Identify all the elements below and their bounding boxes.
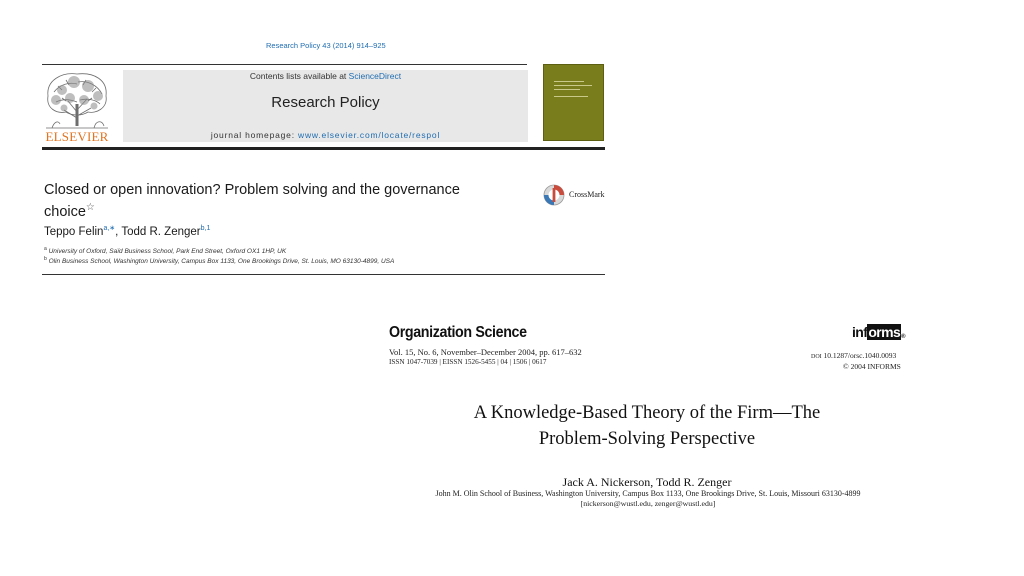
journal-title: Research Policy: [271, 94, 380, 111]
affil-text: University of Oxford, Saïd Business School, Park End Street, Oxford OX1 1HP, UK: [48, 248, 287, 256]
os-affiliation: John M. Olin School of Business, Washington University, Campus Box 1133, One Brookings Drive, St. Louis, Missouri 63130-4899: [435, 489, 861, 498]
informs-logo: [852, 324, 905, 340]
informs-logo-text: inf: [852, 324, 868, 340]
cover-text-line: [554, 85, 592, 86]
article-title-line1: Closed or open innovation? Problem solving and the governance: [44, 182, 460, 198]
os-issn-line: ISSN 1047-7039 | EISSN 1526-5455 | 04 | 1506 | 0617: [389, 358, 547, 366]
header-rule-bottom: [42, 147, 605, 150]
sciencedirect-link[interactable]: ScienceDirect: [348, 71, 402, 81]
affiliation-b: [44, 256, 394, 265]
os-journal-title: Organization Science: [389, 324, 527, 341]
doi-label: DOI: [811, 354, 822, 360]
header-rule-top: [42, 64, 527, 65]
cover-text-line: [554, 81, 584, 82]
author-name: Teppo Felin: [44, 225, 104, 238]
author-list: [44, 224, 210, 238]
journal-banner: [123, 70, 528, 142]
cover-text-line: [554, 96, 588, 97]
os-copyright: © 2004 INFORMS: [843, 362, 901, 371]
homepage-prefix: journal homepage:: [210, 130, 299, 140]
affiliation-a: [44, 246, 286, 255]
homepage-link[interactable]: www.elsevier.com/locate/respol: [298, 130, 441, 140]
cover-text-line: [554, 89, 580, 90]
informs-logo-box: orms: [868, 324, 901, 340]
affil-text: Olin Business School, Washington University, Campus Box 1133, One Brookings Drive, St. Louis, MO 63130-4899, USA: [48, 258, 395, 266]
author-affil-mark[interactable]: a,∗: [103, 225, 116, 232]
os-doi: [811, 351, 896, 360]
author-name: Todd R. Zenger: [121, 225, 201, 238]
os-emails[interactable]: [nickerson@wustl.edu, zenger@wustl.edu]: [580, 499, 716, 508]
elsevier-wordmark: ELSEVIER: [45, 129, 109, 144]
os-volume-line: Vol. 15, No. 6, November–December 2004, pp. 617–632: [389, 347, 582, 357]
crossmark-icon: [543, 184, 565, 206]
os-authors: Jack A. Nickerson, Todd R. Zenger: [562, 475, 732, 489]
crossmark-label: CrossMark: [569, 190, 605, 199]
journal-citation[interactable]: Research Policy 43 (2014) 914–925: [266, 41, 386, 50]
contents-prefix: Contents lists available at: [249, 71, 349, 81]
doi-value[interactable]: 10.1287/orsc.1040.0093: [823, 351, 897, 360]
affil-mark: b: [44, 256, 47, 262]
article-title-line2: choice: [44, 203, 86, 220]
os-article-title: [432, 400, 862, 452]
contents-availability: [123, 71, 528, 81]
os-title-line2: Problem-Solving Perspective: [538, 429, 756, 449]
journal-cover-thumbnail[interactable]: [543, 64, 604, 141]
header-rule-end: [42, 274, 605, 275]
article-title: [44, 181, 524, 221]
author-affil-mark[interactable]: b,1: [200, 225, 211, 232]
crossmark-badge[interactable]: [543, 184, 605, 208]
os-title-line1: A Knowledge-Based Theory of the Firm—The: [473, 403, 821, 423]
informs-logo-reg: ®: [901, 334, 905, 340]
journal-homepage: [123, 130, 528, 140]
affil-mark: a: [44, 246, 47, 252]
title-footnote-star[interactable]: ☆: [85, 202, 95, 213]
author-separator: ,: [115, 225, 122, 238]
